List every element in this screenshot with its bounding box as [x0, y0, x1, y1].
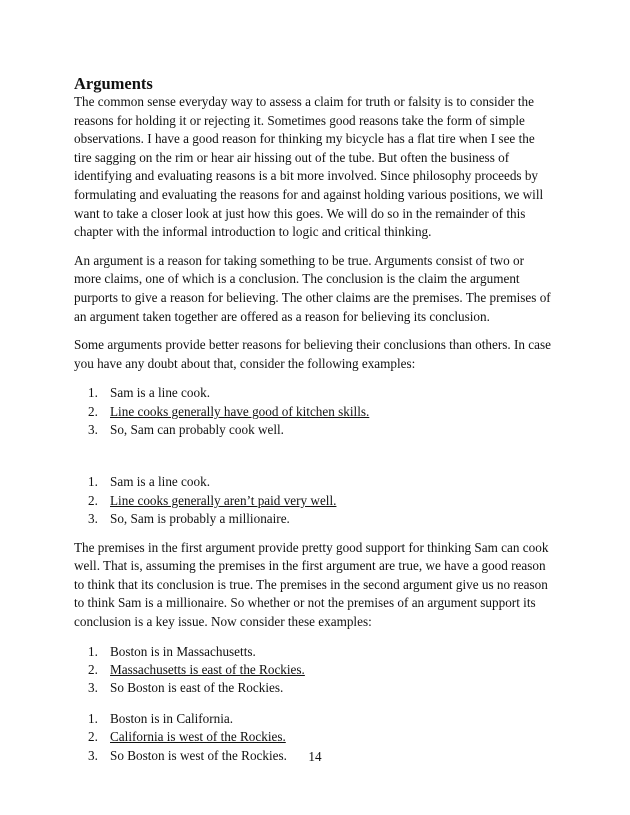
section-heading: Arguments: [74, 74, 153, 93]
paragraph-premises-support: The premises in the first argument provide pretty good support for thinking Sam can cook well. That is, assuming the premises in the first argument are true, we have a good reason to think that its conclusion is true. The premises in the second argument give us no reason to think Sam is a millionaire. So whether or not the premises of an argument support its conclusion is a key issue. Now consider these examples:: [74, 539, 549, 630]
list-item-text: So, Sam is probably a millionaire.: [110, 511, 290, 527]
list-item-text: So Boston is west of the Rockies.: [110, 747, 287, 763]
list-item: [74, 679, 554, 697]
page-number: 14: [308, 749, 322, 764]
argument-list-2: [74, 473, 554, 528]
list-item-text-underlined: California is west of the Rockies.: [110, 729, 286, 745]
document-page: [74, 74, 554, 765]
list-number: 1.: [88, 385, 98, 401]
list-item-text: Sam is a line cook.: [110, 385, 210, 401]
list-number: 3.: [88, 511, 98, 527]
list-item: [74, 421, 554, 439]
list-item: [74, 403, 554, 421]
list-item-text: So, Sam can probably cook well.: [110, 422, 284, 438]
list-number: 2.: [88, 662, 98, 678]
list-item-text: Boston is in California.: [110, 710, 234, 726]
argument-list-3: [74, 643, 554, 698]
paragraph-intro: The common sense everyday way to assess a claim for truth or falsity is to consider the reasons for holding it or rejecting it. Sometimes good reasons take the form of simple observations. I have a good reason for thinking my bicycle has a flat tire when I see the tire sagging on the rim or hear air hissing out of the tube. But often the business of identifying and evaluating reasons is a bit more involved. Since philosophy proceeds by formulating and evaluating the reasons for and against holding various positions, we will want to take a closer look at just how this goes. We will do so in the remainder of this chapter with the informal introduction to logic and critical thinking.: [74, 94, 544, 240]
list-item: [74, 492, 554, 510]
list-number: 1.: [88, 474, 98, 490]
list-number: 2.: [88, 403, 98, 419]
list-item: [74, 510, 554, 528]
list-number: 2.: [88, 729, 98, 745]
list-item-text: So Boston is east of the Rockies.: [110, 680, 284, 696]
list-item: [74, 661, 554, 679]
paragraph-argument-definition: An argument is a reason for taking something to be true. Arguments consist of two or more claims, one of which is a conclusion. The conclusion is the claim the argument purports to give a reason for believing. The other claims are the premises. The premises of an argument taken together are offered as a reason for believing its conclusion.: [74, 252, 551, 324]
list-item: [74, 710, 554, 728]
list-item: [74, 473, 554, 491]
list-item-text: Sam is a line cook.: [110, 474, 210, 490]
list-item-text: Boston is in Massachusetts.: [110, 643, 256, 659]
list-item-text-underlined: Line cooks generally have good of kitchen skills.: [110, 403, 370, 419]
list-number: 3.: [88, 680, 98, 696]
list-item-text-underlined: Line cooks generally aren’t paid very well.: [110, 492, 337, 508]
paragraph-examples-intro: Some arguments provide better reasons for believing their conclusions than others. In case you have any doubt about that, consider the following examples:: [74, 337, 551, 371]
list-item: [74, 384, 554, 402]
list-number: 3.: [88, 422, 98, 438]
list-number: 1.: [88, 710, 98, 726]
list-item: [74, 643, 554, 661]
list-number: 2.: [88, 492, 98, 508]
list-number: 1.: [88, 643, 98, 659]
list-number: 3.: [88, 747, 98, 763]
list-item-text-underlined: Massachusetts is east of the Rockies.: [110, 662, 305, 678]
argument-list-1: [74, 384, 554, 439]
list-item: [74, 728, 554, 746]
